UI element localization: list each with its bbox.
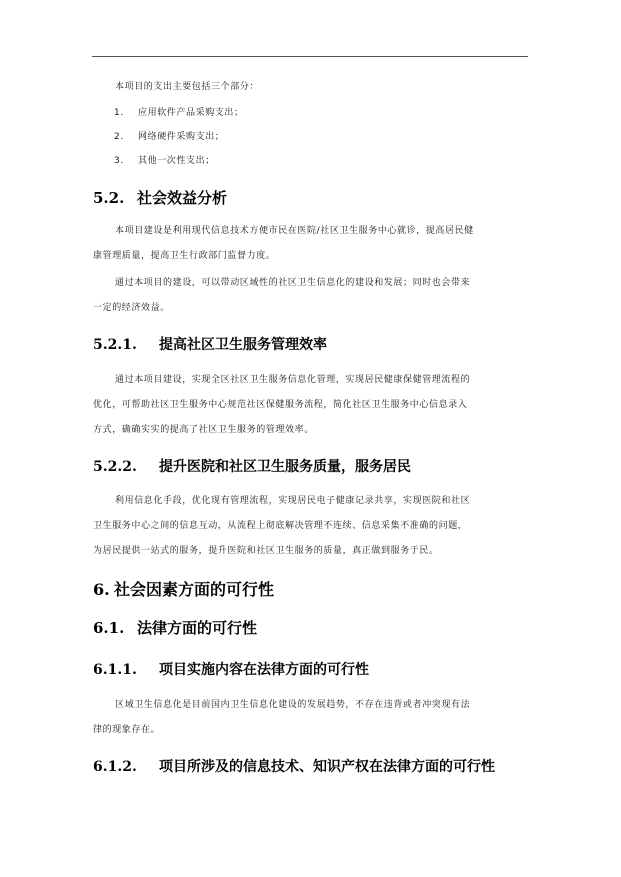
- paragraph-5-2-2: [93, 489, 533, 564]
- paragraph-line: 为居民提供一站式的服务，提升医院和社区卫生服务的质量，真正做到服务于民。: [93, 546, 439, 556]
- section-title: 项目实施内容在法律方面的可行性: [159, 662, 369, 678]
- paragraph-5-2-b: [93, 271, 533, 321]
- list-number: 2.: [114, 132, 124, 142]
- section-number: 6.: [93, 580, 110, 599]
- paragraph-line: 卫生服务中心之间的信息互动，从流程上彻底解决管理不连续、信息采集不准确的问题，: [93, 521, 468, 531]
- section-title: 提高社区卫生服务管理效率: [159, 337, 327, 353]
- section-number: 5.2.1.: [93, 337, 137, 353]
- section-title: 提升医院和社区卫生服务质量，服务居民: [159, 459, 411, 475]
- paragraph-line: 利用信息化手段，优化现有管理流程，实现居民电子健康记录共享，实现医院和社区: [115, 496, 471, 506]
- section-heading-6-1: [93, 617, 257, 638]
- paragraph-5-2-a: [93, 219, 533, 269]
- list-text: 网络硬件采购支出；: [138, 132, 225, 142]
- paragraph-line: 一定的经济效益。: [93, 303, 170, 313]
- section-heading-6-1-1: [93, 659, 369, 679]
- section-heading-5-2-2: [93, 456, 411, 476]
- section-heading-6: [93, 577, 274, 600]
- paragraph-line: 康管理质量，提高卫生行政部门监督力度。: [93, 251, 276, 261]
- section-number: 6.1.1.: [93, 662, 137, 678]
- paragraph-line: 律的现象存在。: [93, 725, 161, 735]
- section-title: 社会因素方面的可行性: [114, 580, 275, 599]
- list-text: 应用软件产品采购支出；: [138, 108, 244, 118]
- paragraph-line: 通过本项目的建设，可以带动区域性的社区卫生信息化的建设和发展；同时也会带来: [115, 278, 471, 288]
- list-number: 1.: [114, 108, 124, 118]
- list-number: 3.: [114, 156, 124, 166]
- section-heading-6-1-2: [93, 756, 495, 776]
- paragraph-line: 通过本项目建设，实现全区社区卫生服务信息化管理，实现居民健康保健管理流程的: [115, 375, 471, 385]
- section-number: 6.1.: [93, 619, 125, 637]
- section-number: 5.2.: [93, 189, 125, 207]
- section-heading-5-2: [93, 187, 227, 208]
- header-rule: [92, 56, 528, 57]
- paragraph-5-2-1: [93, 368, 533, 443]
- section-title: 法律方面的可行性: [137, 619, 258, 637]
- section-title: 社会效益分析: [137, 189, 228, 207]
- list-item: [114, 106, 244, 120]
- paragraph-line: 本项目建设是利用现代信息技术方便市民在医院/社区卫生服务中心就诊，提高居民健: [115, 226, 474, 236]
- list-text: 其他一次性支出；: [138, 156, 215, 166]
- list-item: [114, 130, 224, 144]
- list-item: [114, 154, 215, 168]
- paragraph-6-1-1: [93, 693, 533, 743]
- section-heading-5-2-1: [93, 334, 327, 354]
- section-title: 项目所涉及的信息技术、知识产权在法律方面的可行性: [159, 759, 495, 775]
- paragraph-line: 优化，可帮助社区卫生服务中心规范社区保健服务流程，简化社区卫生服务中心信息录入: [93, 400, 468, 410]
- paragraph-line: 区域卫生信息化是目前国内卫生信息化建设的发展趋势，不存在违背或者冲突现有法: [115, 700, 471, 710]
- section-number: 6.1.2.: [93, 759, 137, 775]
- intro-line: 本项目的支出主要包括三个部分：: [115, 82, 260, 92]
- paragraph-line: 方式，确确实实的提高了社区卫生服务的管理效率。: [93, 425, 314, 435]
- intro-text: [93, 75, 533, 100]
- section-number: 5.2.2.: [93, 459, 137, 475]
